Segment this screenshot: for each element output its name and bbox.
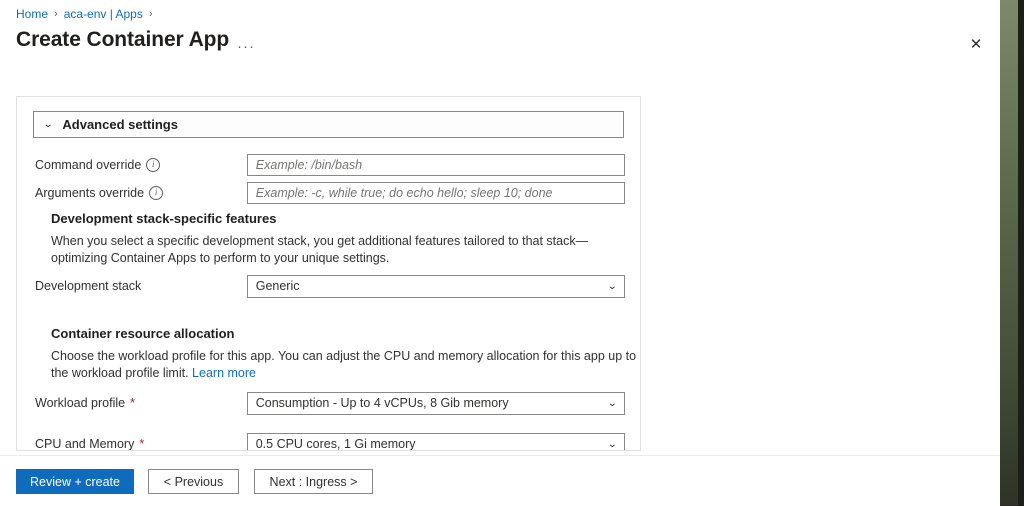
development-stack-label: Development stack — [35, 279, 142, 293]
chevron-down-icon: ⌄ — [606, 397, 618, 409]
review-create-button[interactable]: Review + create — [16, 469, 134, 494]
required-indicator: * — [130, 396, 135, 410]
next-ingress-button[interactable]: Next : Ingress > — [254, 469, 373, 494]
advanced-settings-accordion-header[interactable] — [33, 111, 624, 138]
cpu-memory-value: 0.5 CPU cores, 1 Gi memory — [255, 437, 416, 451]
command-override-row — [35, 154, 625, 176]
learn-more-link[interactable]: Learn more — [192, 366, 256, 380]
close-icon[interactable]: ✕ — [964, 32, 988, 56]
breadcrumb-separator-icon-2: › — [148, 8, 153, 20]
resource-allocation-description — [51, 348, 641, 382]
advanced-settings-label: Advanced settings — [62, 117, 178, 132]
chevron-down-icon: ⌄ — [606, 438, 618, 450]
development-stack-value: Generic — [255, 279, 300, 293]
previous-button[interactable]: < Previous — [148, 469, 239, 494]
dev-stack-description: When you select a specific development stack, you get additional features tailored to that stack—optimizing Container Apps to perform to your unique settings. — [51, 234, 589, 265]
arguments-override-input[interactable] — [247, 182, 625, 204]
page-title: Create Container App — [16, 28, 230, 51]
development-stack-row — [35, 275, 625, 297]
blade-footer — [0, 455, 1000, 507]
development-stack-select[interactable] — [247, 275, 625, 298]
cpu-memory-row — [35, 433, 625, 451]
advanced-settings-body — [17, 145, 641, 451]
arguments-override-row — [35, 182, 625, 204]
breadcrumb-item-home[interactable]: Home — [16, 7, 49, 21]
chevron-down-icon: ⌄ — [606, 280, 618, 292]
cpu-memory-select[interactable] — [247, 433, 625, 452]
workload-profile-select[interactable] — [247, 392, 625, 415]
workload-profile-label: Workload profile * — [35, 396, 135, 410]
breadcrumb-separator-icon: › — [54, 8, 58, 20]
workload-profile-value: Consumption - Up to 4 vCPUs, 8 Gib memory — [255, 396, 509, 410]
breadcrumb — [16, 7, 153, 21]
more-options-icon[interactable]: ··· — [237, 38, 255, 55]
advanced-settings-card — [16, 96, 641, 451]
arguments-override-label: Arguments override i — [35, 186, 247, 200]
desktop-background-strip — [1000, 0, 1024, 506]
workload-profile-row — [35, 392, 625, 414]
cpu-memory-label: CPU and Memory * — [35, 437, 145, 451]
screen-edge — [1018, 0, 1024, 506]
resource-allocation-description-text: Choose the workload profile for this app. You can adjust the CPU and memory allocation for this app up to the workload profile limit. — [51, 349, 637, 380]
chevron-down-icon: ⌄ — [42, 119, 54, 130]
resource-allocation-heading: Container resource allocation — [51, 326, 235, 341]
breadcrumb-item-aca-env-apps[interactable]: aca-env | Apps — [63, 7, 143, 21]
required-indicator: * — [139, 437, 145, 451]
command-override-input[interactable] — [247, 154, 625, 176]
command-override-label: Command override i — [35, 158, 247, 172]
info-icon[interactable]: i — [149, 186, 163, 200]
dev-stack-heading: Development stack-specific features — [51, 211, 277, 226]
info-icon[interactable]: i — [146, 158, 160, 172]
